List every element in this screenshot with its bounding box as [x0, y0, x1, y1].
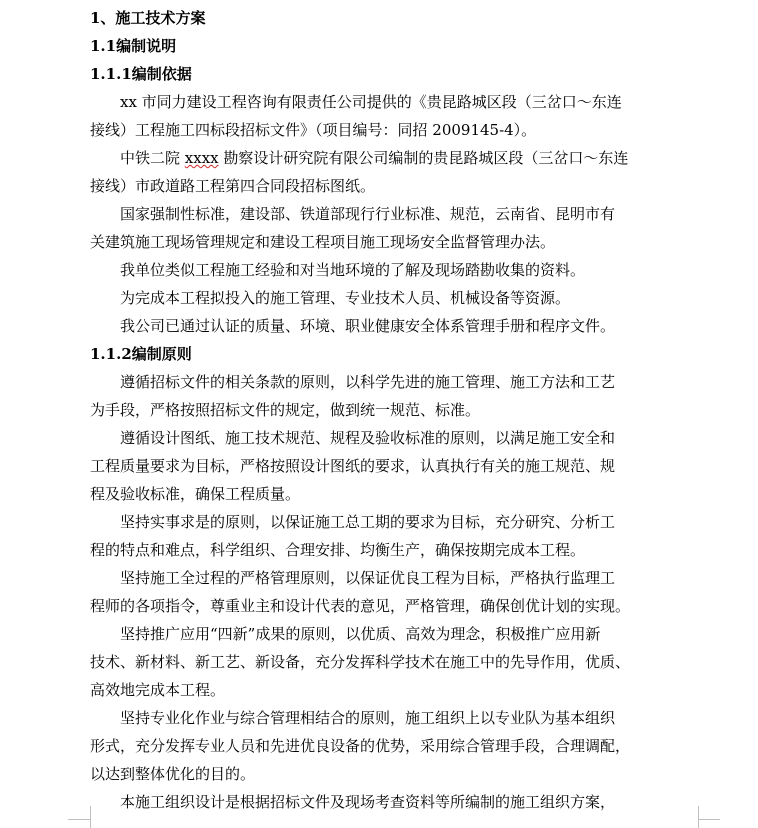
text-line: xx 市同力建设工程咨询有限责任公司提供的《贵昆路城区段（三岔口～东连: [120, 93, 622, 111]
text-line: 我单位类似工程施工经验和对当地环境的了解及现场踏勘收集的资料。: [120, 261, 586, 279]
text-line: [90, 144, 698, 172]
crop-mark: [698, 819, 720, 820]
text-line: 为完成本工程拟投入的施工管理、专业技术人员、机械设备等资源。: [120, 289, 571, 307]
basis-section: [90, 88, 698, 340]
crop-mark: [698, 806, 699, 828]
text-line: 接线）市政道路工程第四合同段招标图纸。: [90, 177, 376, 195]
text-line: 本施工组织设计是根据招标文件及现场考查资料等所编制的施工组织方案，: [120, 793, 616, 811]
text-line: 坚持专业化作业与综合管理相结合的原则，施工组织上以专业队为基本组织: [120, 709, 616, 727]
text-line: 坚持推广应用“四新”成果的原则，以优质、高效为理念，积极推广应用新: [120, 625, 601, 643]
text-line: 关建筑施工现场管理规定和建设工程项目施工现场安全监督管理办法。: [90, 233, 556, 251]
text-line: 遵循设计图纸、施工技术规范、规程及验收标准的原则，以满足施工安全和: [120, 429, 616, 447]
text-line: 为手段，严格按照招标文件的规定，做到统一规范、标准。: [90, 401, 481, 419]
crop-mark: [68, 819, 90, 820]
heading-1-1: 1.1编制说明: [90, 37, 177, 55]
principles-section: [90, 368, 698, 816]
heading-1-1-2: 1.1.2编制原则: [90, 345, 192, 363]
text-line: 程及验收标准，确保工程质量。: [90, 485, 301, 503]
text-line: 坚持施工全过程的严格管理原则，以保证优良工程为目标，严格执行监理工: [120, 569, 616, 587]
text-line: 我公司已通过认证的质量、环境、职业健康安全体系管理手册和程序文件。: [120, 317, 616, 335]
text-line: 遵循招标文件的相关条款的原则，以科学先进的施工管理、施工方法和工艺: [120, 373, 616, 391]
text-fragment: 勘察设计研究院有限公司编制的贵昆路城区段（三岔口～东连: [218, 149, 629, 167]
text-line: 程师的各项指令，尊重业主和设计代表的意见，严格管理，确保创优计划的实现。: [90, 597, 631, 615]
text-line: 程的特点和难点，科学组织、合理安排、均衡生产，确保按期完成本工程。: [90, 541, 586, 559]
crop-mark: [90, 806, 91, 828]
text-line: 工程质量要求为目标，严格按照设计图纸的要求，认真执行有关的施工规范、规: [90, 457, 616, 475]
text-line: 技术、新材料、新工艺、新设备，充分发挥科学技术在施工中的先导作用，优质、: [90, 653, 631, 671]
heading-1-1-1: 1.1.1编制依据: [90, 65, 192, 83]
spellcheck-underlined-text: xxxx: [184, 149, 219, 167]
text-line: 高效地完成本工程。: [90, 681, 226, 699]
heading-1: 1、施工技术方案: [90, 9, 206, 27]
text-line: 以达到整体优化的目的。: [90, 765, 256, 783]
text-line: 国家强制性标准，建设部、铁道部现行行业标准、规范，云南省、昆明市有: [120, 205, 616, 223]
text-fragment: 中铁二院: [120, 149, 185, 167]
text-line: 形式，充分发挥专业人员和先进优良设备的优势，采用综合管理手段，合理调配，: [90, 737, 631, 755]
text-line: 坚持实事求是的原则，以保证施工总工期的要求为目标，充分研究、分析工: [120, 513, 616, 531]
text-line: 接线）工程施工四标段招标文件》（项目编号：同招 2009145-4）。: [90, 121, 537, 139]
